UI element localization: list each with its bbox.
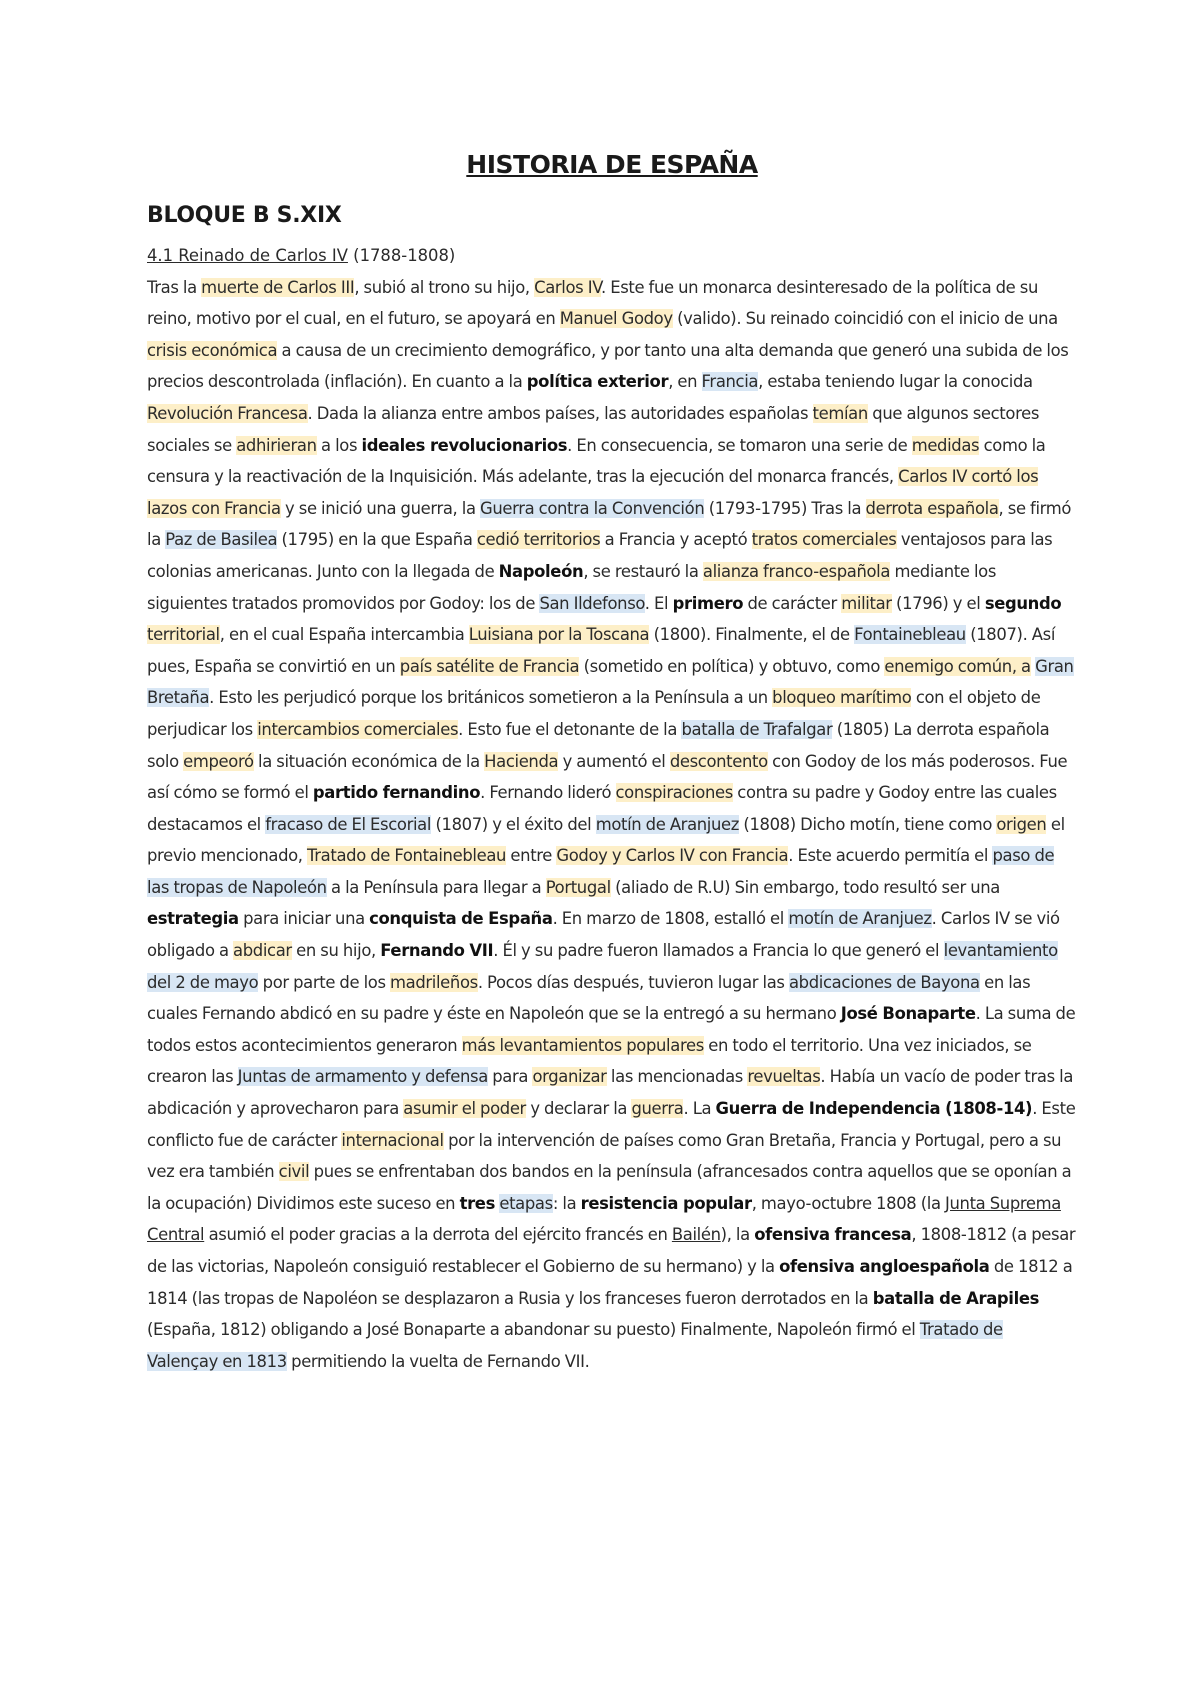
body-text-run: , 1808-1812 (a pesar de las victorias, Napoleón consiguió restablecer el Gobierno de su hermano) y la: [147, 1225, 1076, 1276]
highlight-yellow: guerra: [631, 1099, 684, 1119]
body-text-run: el previo mencionado,: [147, 814, 1065, 866]
body-text-run: las mencionadas: [606, 1067, 748, 1087]
body-text-run: a Francia y aceptó: [600, 530, 752, 550]
highlight-yellow: militar: [841, 593, 892, 613]
section-years: (1788-1808): [353, 246, 456, 265]
body-text-run: (valido). Su reinado coincidió con el inicio de una: [672, 309, 1058, 329]
highlight-yellow: Carlos IV cortó los lazos con Francia: [147, 467, 1039, 518]
body-text-run: , mayo-octubre 1808 (la: [751, 1193, 946, 1213]
body-text-run: entre: [506, 846, 557, 866]
body-text-run: la situación económica de la: [253, 751, 485, 771]
bold-term: Napoleón: [498, 561, 584, 581]
bold-term: primero: [672, 593, 744, 613]
section-heading: [147, 240, 1077, 272]
bold-term: partido fernandino: [312, 783, 481, 803]
block-heading: BLOQUE B S.XIX: [147, 203, 342, 228]
highlight-yellow: Luisiana por la Toscana: [468, 625, 650, 645]
body-text-run: . Este fue un monarca desinteresado de la política de su reino, motivo por el cual, en el futuro, se apoyará en: [147, 277, 1039, 329]
bold-term: Fernando VII: [380, 941, 494, 961]
highlight-blue: Juntas de armamento y defensa: [237, 1067, 488, 1087]
body-text-run: Tras la: [147, 277, 202, 297]
highlight-blue: Fontainebleau: [854, 625, 966, 645]
highlight-yellow: civil: [278, 1162, 310, 1182]
body-text-run: contra su padre y Godoy entre las cuales destacamos el: [147, 783, 1057, 834]
highlight-yellow: alianza franco-española: [702, 561, 891, 581]
body-text-run: ), la: [720, 1225, 755, 1245]
highlight-blue: San Ildefonso: [539, 593, 645, 613]
highlight-yellow: Manuel Godoy: [559, 309, 673, 329]
bold-term: ideales revolucionarios: [361, 435, 568, 455]
bold-term: resistencia popular: [580, 1193, 752, 1213]
body-text-run: . Pocos días después, tuvieron lugar las: [477, 972, 789, 992]
body-text-run: . Había un vacío de poder tras la abdicación y aprovecharon para: [147, 1067, 1074, 1119]
highlight-yellow: tratos comerciales: [751, 530, 897, 550]
body-text-run: . En consecuencia, se tomaron una serie de: [567, 435, 912, 455]
body-text-run: ventajosos para las colonias americanas. Junto con la llegada de: [147, 530, 1053, 581]
highlight-yellow: crisis económica: [147, 340, 278, 360]
body-text-run: (1807) y el éxito del: [431, 814, 596, 834]
bold-term: política exterior: [526, 372, 669, 392]
body-text-run: . Esto fue el detonante de la: [458, 719, 682, 739]
highlight-yellow: internacional: [341, 1130, 444, 1150]
body-text-run: por la intervención de países como Gran Bretaña, Francia y Portugal, pero a su vez era también: [147, 1130, 1062, 1182]
highlight-blue: Tratado de Valençay en 1813: [147, 1320, 1003, 1371]
body-text-run: y se inició una guerra, la: [280, 498, 481, 518]
highlight-yellow: Tratado de Fontainebleau: [307, 846, 507, 866]
body-text-run: de carácter: [743, 593, 842, 613]
body-text-run: (1808) Dicho motín, tiene como: [739, 814, 997, 834]
bold-term: conquista de España: [369, 909, 553, 929]
section-name: 4.1 Reinado de Carlos IV: [147, 246, 348, 265]
highlight-yellow: conspiraciones: [615, 783, 733, 803]
highlight-yellow: Revolución Francesa: [147, 403, 308, 423]
body-text-run: de 1812 a 1814 (las tropas de Napoléon se desplazaron a Rusia y los franceses fueron derrotados en la: [147, 1257, 1073, 1308]
highlight-yellow: madrileños: [390, 972, 478, 992]
body-text-run: a causa de un crecimiento demográfico, y por tanto una alta demanda que generó una subida de los precios descontrolada (inflación). En cuanto a la: [147, 340, 1069, 392]
highlight-yellow: empeoró: [183, 751, 254, 771]
body-text-run: (España, 1812) obligando a José Bonaparte a abandonar su puesto) Finalmente, Napoleón firmó el: [147, 1320, 920, 1340]
highlight-blue: Gran Bretaña: [147, 656, 1074, 708]
bold-term: batalla de Arapiles: [872, 1288, 1040, 1308]
body-text-run: . Este acuerdo permitía el: [788, 846, 993, 866]
body-text-run: : la: [552, 1193, 581, 1213]
body-text-run: y aumentó el: [558, 751, 670, 771]
body-text-run: que algunos sectores sociales se: [147, 403, 1040, 455]
highlight-yellow: bloqueo marítimo: [772, 688, 912, 708]
bold-term: ofensiva francesa: [754, 1225, 912, 1245]
highlight-yellow: intercambios comerciales: [257, 719, 459, 739]
highlight-blue: motín de Aranjuez: [788, 909, 932, 929]
highlight-blue: etapas: [499, 1193, 553, 1213]
body-text-run: a la Península para llegar a: [326, 877, 546, 897]
body-text-run: en todo el territorio. Una vez iniciados, se crearon las: [147, 1035, 1032, 1087]
body-text-run: para: [487, 1067, 533, 1087]
bold-term: segundo: [984, 593, 1062, 613]
body-text-run: . Esto les perjudicó porque los británicos sometieron a la Península a un: [209, 688, 773, 708]
highlight-yellow: origen: [996, 814, 1047, 834]
highlight-yellow: Portugal: [545, 877, 611, 897]
body-text-run: . La: [683, 1099, 716, 1119]
highlight-yellow: Carlos IV: [534, 277, 601, 297]
body-text-run: . En marzo de 1808, estalló el: [552, 909, 789, 929]
body-text-run: como la censura y la reactivación de la Inquisición. Más adelante, tras la ejecución del monarca francés,: [147, 435, 1046, 487]
bold-term: estrategia: [147, 909, 239, 929]
highlight-yellow: más levantamientos populares: [461, 1035, 704, 1055]
body-text-run: , subió al trono su hijo,: [354, 277, 535, 297]
bold-term: ofensiva angloespañola: [779, 1257, 990, 1276]
highlight-blue: Guerra contra la Convención: [480, 498, 705, 518]
body-text-run: . Carlos IV se vió obligado a: [147, 909, 1060, 961]
body-text-run: . El: [644, 593, 673, 613]
highlight-blue: levantamiento del 2 de mayo: [147, 941, 1058, 992]
body-text-run: para iniciar una: [238, 909, 370, 929]
highlight-yellow: descontento: [669, 751, 768, 771]
bold-term: Guerra de Independencia (1808-14): [715, 1099, 1033, 1119]
bold-term: tres: [459, 1193, 495, 1213]
body-text-run: , se restauró la: [583, 561, 703, 581]
highlight-yellow: enemigo común, a: [884, 656, 1031, 676]
highlight-yellow: territorial: [147, 625, 220, 645]
highlight-blue: abdicaciones de Bayona: [788, 972, 980, 992]
bold-term: José Bonaparte: [840, 1004, 976, 1024]
highlight-yellow: abdicar: [233, 941, 292, 961]
highlight-yellow: país satélite de Francia: [399, 656, 580, 676]
highlight-yellow: cedió territorios: [476, 530, 601, 550]
highlight-yellow: asumir el poder: [403, 1099, 526, 1119]
body-text-run: , en el cual España intercambia: [219, 625, 469, 645]
body-text-run: (1795) en la que España: [277, 530, 477, 550]
highlight-yellow: adhirieran: [236, 435, 317, 455]
body-text-run: a los: [316, 435, 362, 455]
highlight-yellow: muerte de Carlos III: [201, 277, 355, 297]
body-text-run: mediante los siguientes tratados promovidos por Godoy: los de: [147, 561, 997, 613]
highlight-yellow: revueltas: [747, 1067, 821, 1087]
body-text-run: y declarar la: [525, 1099, 632, 1119]
body-text-run: , en: [668, 372, 702, 392]
body-text-run: (1807). Así pues, España se convirtió en un: [147, 625, 1056, 676]
body-text-run: . Él y su padre fueron llamados a Francia lo que generó el: [493, 941, 944, 961]
body-text-run: por parte de los: [258, 972, 391, 992]
highlight-blue: paso de las tropas de Napoleón: [147, 846, 1055, 897]
body-text-run: , se firmó la: [147, 498, 1072, 550]
highlight-yellow: organizar: [532, 1067, 607, 1087]
body-text-run: . Dada la alianza entre ambos países, las autoridades españolas: [307, 403, 813, 423]
body-text-run: . Fernando lideró: [480, 783, 616, 803]
body-text-run: permitiendo la vuelta de Fernando VII.: [286, 1351, 590, 1371]
body-text-run: (1800). Finalmente, el de: [649, 625, 855, 645]
highlight-yellow: medidas: [911, 435, 980, 455]
body-text-run: , estaba teniendo lugar la conocida: [758, 372, 1033, 392]
body-text-run: (1793-1795) Tras la: [704, 498, 866, 518]
body-text-run: asumió el poder gracias a la derrota del ejército francés en: [204, 1225, 672, 1245]
underlined-term: Junta Suprema Central: [147, 1193, 1061, 1245]
underlined-term: Bailén: [671, 1225, 721, 1245]
body-text-run: en las cuales Fernando abdicó en su padre y éste en Napoleón que se la entregó a su hermano: [147, 972, 1031, 1024]
body-text-run: (sometido en política) y obtuvo, como: [579, 656, 885, 676]
highlight-blue: Francia: [701, 372, 759, 392]
highlight-yellow: derrota española: [865, 498, 999, 518]
body-text-run: . La suma de todos estos acontecimientos generaron: [147, 1004, 1076, 1055]
highlight-yellow: temían: [812, 403, 868, 423]
document-title: HISTORIA DE ESPAÑA: [466, 150, 758, 179]
body-text-run: (aliado de R.U) Sin embargo, todo resultó ser una: [610, 877, 1000, 897]
body-text-run: pues se enfrentaban dos bandos en la península (afrancesados contra aquellos que se oponían a la ocupación) Dividimos este suceso en: [147, 1162, 1072, 1213]
highlight-blue: motín de Aranjuez: [595, 814, 740, 834]
highlight-blue: fracaso de El Escorial: [265, 814, 432, 834]
highlight-yellow: Hacienda: [484, 751, 559, 771]
highlight-blue: batalla de Trafalgar: [681, 719, 833, 739]
highlight-yellow: Godoy y Carlos IV con Francia: [556, 846, 789, 866]
highlight-blue: Paz de Basilea: [165, 530, 278, 550]
body-text-run: (1805) La derrota española solo: [147, 719, 1050, 771]
document-page: [147, 150, 1077, 1377]
body-text-run: en su hijo,: [291, 941, 381, 961]
body-paragraph: [147, 272, 1077, 1378]
body-text-run: (1796) y el: [891, 593, 985, 613]
body-text-run: con Godoy de los más poderosos. Fue así cómo se formó el: [147, 751, 1068, 803]
body-text-run: con el objeto de perjudicar los: [147, 688, 1041, 739]
body-text-run: . Este conflicto fue de carácter: [147, 1099, 1076, 1150]
